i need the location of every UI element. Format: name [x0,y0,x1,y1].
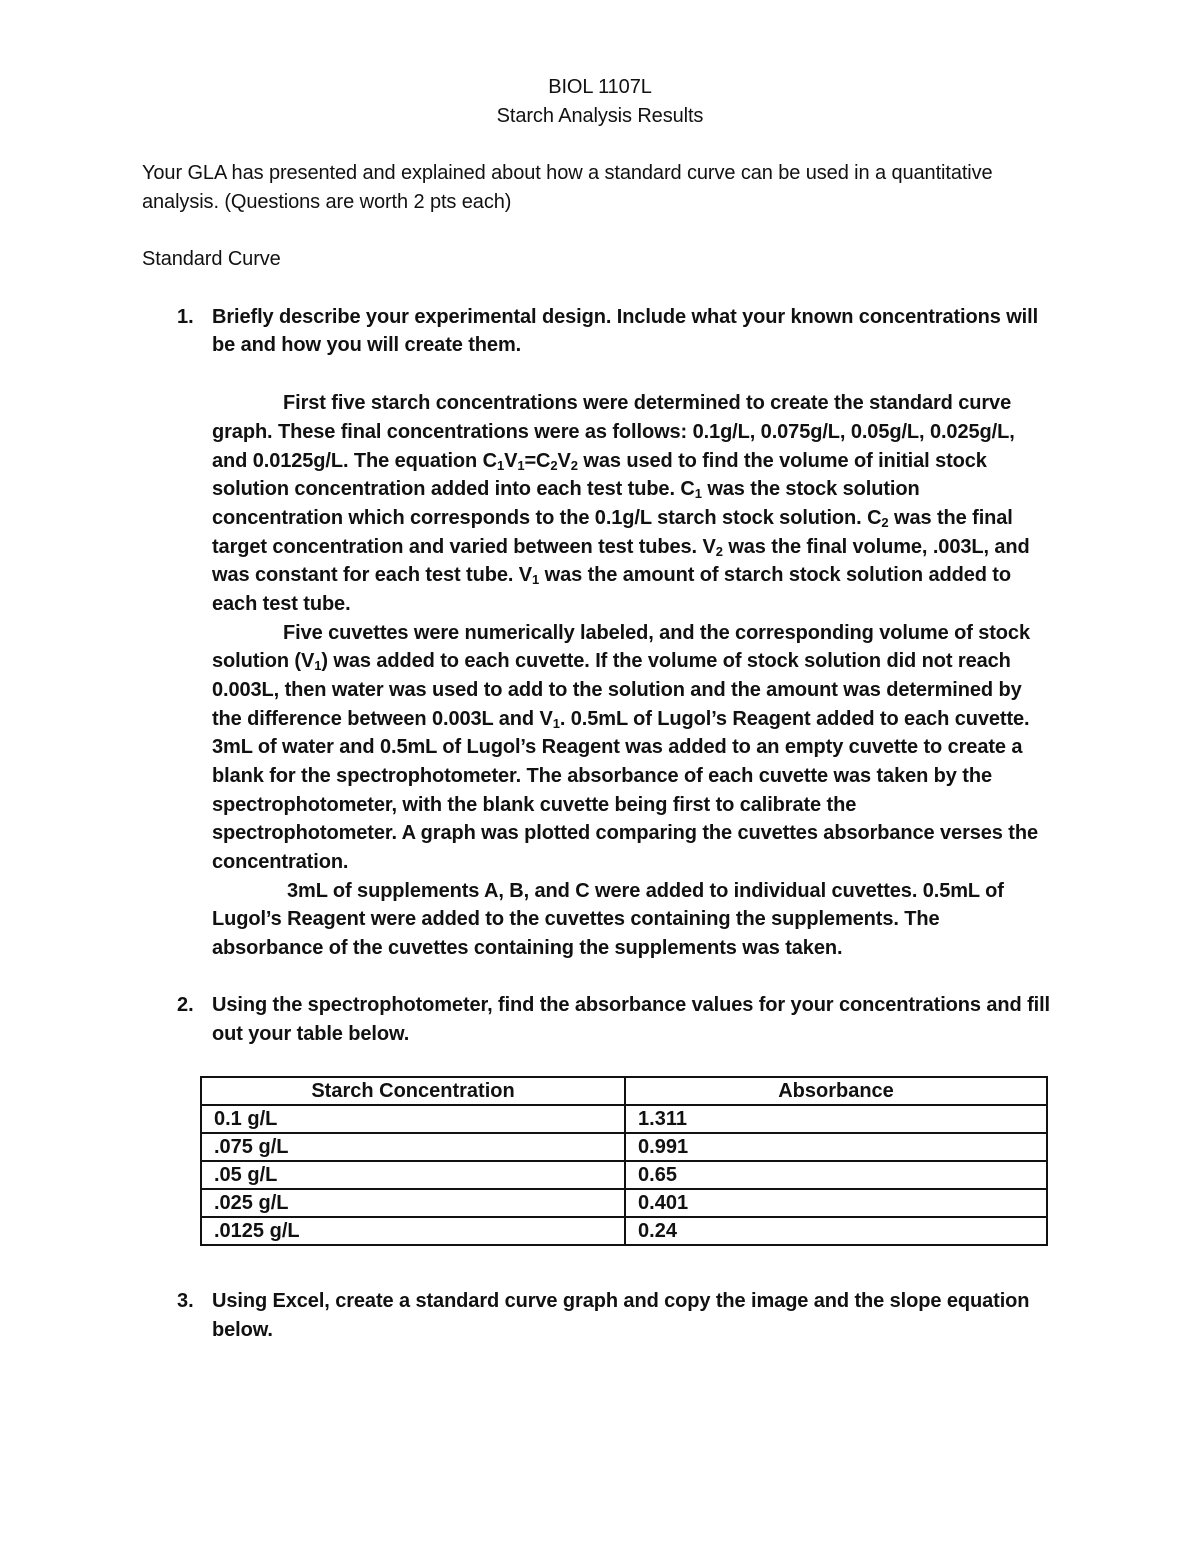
answer-p2-line-2: solution $(V_1)$ was added to each cuvette. If the volume of stock solution did not reach [212,650,1011,673]
document-title: Starch Analysis Results [496,105,704,127]
header-absorbance: Absorbance [625,1077,1047,1105]
question-1-number: 1. [177,306,194,328]
question-1-line-1: Briefly describe your experimental design. Include what your known concentrations will [212,306,1039,328]
answer-p2-line-5: 3mL of water and 0.5mL of Lugol’s Reagent was added to an empty cuvette to create a [212,736,1023,758]
answer-p1-line-8: each test tube. [212,593,351,615]
answer-p1-line-5: concentration which corresponds to the 0.1g/L starch stock solution. $C_2$ was the final [212,507,1013,530]
table-row [201,1133,1047,1161]
table-header-row [201,1077,1047,1105]
absorbance-cell: 1.311 [625,1105,1047,1133]
question-3-line-1: Using Excel, create a standard curve graph and copy the image and the slope equation [212,1290,1030,1312]
table-row [201,1105,1047,1133]
answer-p2-line-6: blank for the spectrophotometer. The absorbance of each cuvette was taken by the [212,765,992,787]
concentration-cell: .05 g/L [201,1161,625,1189]
question-2-line-1: Using the spectrophotometer, find the absorbance values for your concentrations and fill [212,994,1051,1016]
table-row [201,1161,1047,1189]
section-title: Standard Curve [142,248,281,270]
absorbance-table [200,1076,1048,1246]
answer-p2-line-9: concentration. [212,851,349,873]
answer-p1-line-1: First five starch concentrations were determined to create the standard curve [283,392,1012,414]
answer-p1-line-3: and 0.0125g/L. The equation $C_1V_1=C_2V_2$ was used to find the volume of initial stock [212,450,987,473]
absorbance-cell: 0.24 [625,1217,1047,1245]
answer-p1-line-4: solution concentration added into each test tube. $C_1$ was the stock solution [212,478,920,501]
table-row [201,1189,1047,1217]
answer-p2-line-7: spectrophotometer, with the blank cuvette being first to calibrate the [212,794,857,816]
table-row [201,1217,1047,1245]
answer-p2-line-1: Five cuvettes were numerically labeled, and the corresponding volume of stock [283,622,1030,644]
concentration-cell: .0125 g/L [201,1217,625,1245]
absorbance-cell: 0.401 [625,1189,1047,1217]
intro-line-2: analysis. (Questions are worth 2 pts each) [142,191,512,213]
answer-p1-line-6: target concentration and varied between test tubes. $V_2$ was the final volume, .003L, and [212,536,1030,559]
concentration-cell: 0.1 g/L [201,1105,625,1133]
absorbance-cell: 0.991 [625,1133,1047,1161]
concentration-cell: .075 g/L [201,1133,625,1161]
answer-p2-line-3: 0.003L, then water was used to add to the solution and the amount was determined by [212,679,1022,701]
absorbance-cell: 0.65 [625,1161,1047,1189]
question-3-line-2: below. [212,1319,273,1341]
answer-p3-line-1: 3mL of supplements A, B, and C were added to individual cuvettes. 0.5mL of [287,880,1004,902]
question-3-number: 3. [177,1290,194,1312]
course-code: BIOL 1107L [548,76,652,98]
answer-p1-line-2: graph. These final concentrations were as follows: 0.1g/L, 0.075g/L, 0.05g/L, 0.025g/L, [212,421,1015,443]
answer-p3-line-3: absorbance of the cuvettes containing the supplements was taken. [212,937,843,959]
answer-p3-line-2: Lugol’s Reagent were added to the cuvettes containing the supplements. The [212,908,940,930]
question-2-number: 2. [177,994,194,1016]
question-2-line-2: out your table below. [212,1023,410,1045]
intro-line-1: Your GLA has presented and explained about how a standard curve can be used in a quantitative [142,162,993,184]
concentration-cell: .025 g/L [201,1189,625,1217]
answer-p2-line-8: spectrophotometer. A graph was plotted comparing the cuvettes absorbance verses the [212,822,1038,844]
answer-p2-line-4: the difference between 0.003L and $V_1$. 0.5mL of Lugol’s Reagent added to each cuvette. [212,708,1030,731]
header-starch-concentration: Starch Concentration [201,1077,625,1105]
answer-p1-line-7: was constant for each test tube. $V_1$ was the amount of starch stock solution added to [212,564,1011,587]
question-1-line-2: be and how you will create them. [212,334,522,356]
